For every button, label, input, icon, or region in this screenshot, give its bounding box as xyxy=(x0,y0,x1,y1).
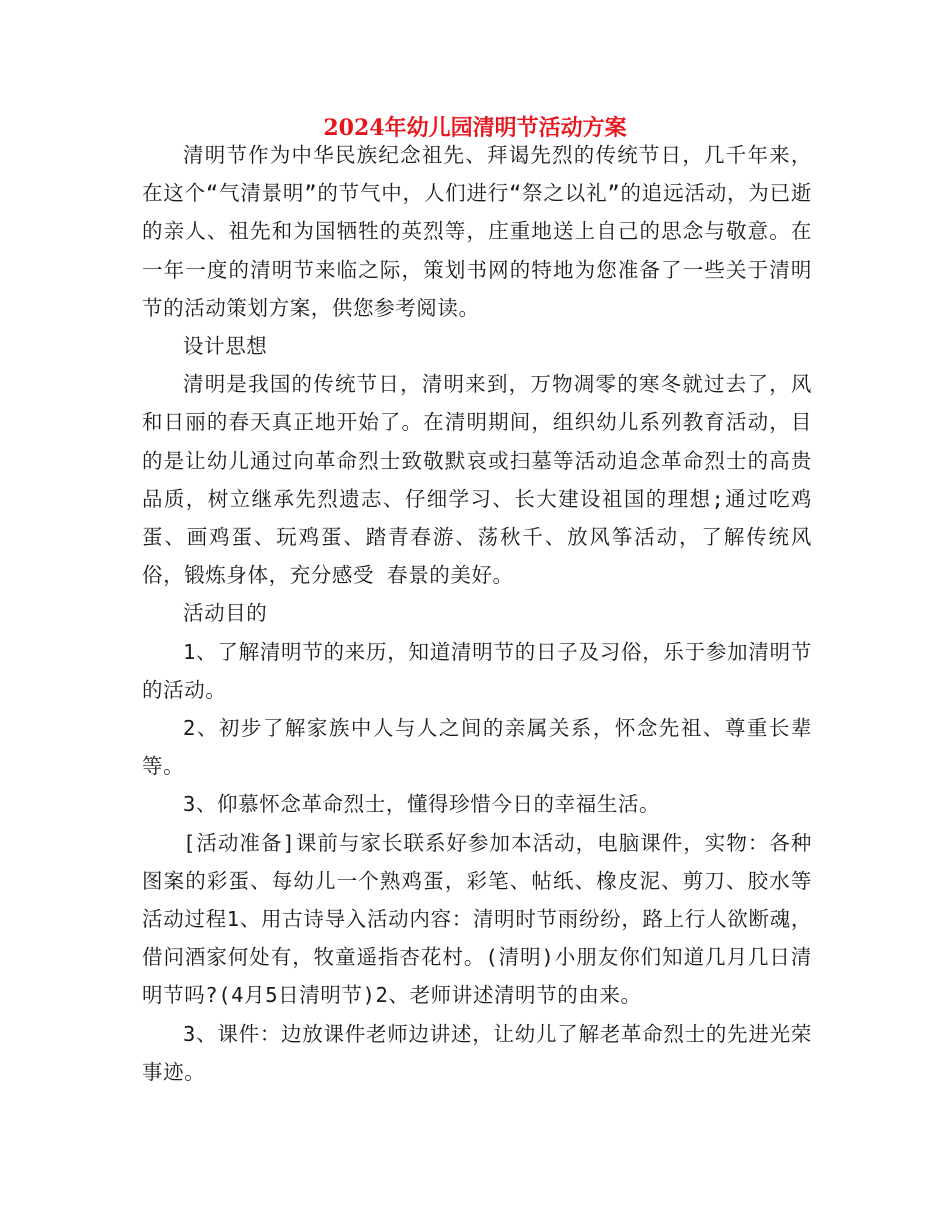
document-title: 2024年幼儿园清明节活动方案 xyxy=(323,115,627,141)
document-body xyxy=(142,136,812,1091)
design-idea-paragraph: 清明是我国的传统节日，清明来到，万物凋零的寒冬就过去了，风和日丽的春天真正地开始了。在清明期间，组织幼儿系列教育活动，目的是让幼儿通过向革命烈士致敬默哀或扫墓等活动追念革命烈士的高贵品质，树立继承先烈遗志、仔细学习、长大建设祖国的理想;通过吃鸡蛋、画鸡蛋、玩鸡蛋、踏青春游、荡秋千、放风筝活动，了解传统风俗，锻炼身体，充分感受 春景的美好。 xyxy=(142,372,812,588)
courseware-paragraph: 3、课件：边放课件老师边讲述，让幼儿了解老革命烈士的先进光荣事迹。 xyxy=(142,1021,812,1084)
activity-preparation-paragraph: [活动准备]课前与家长联系好参加本活动，电脑课件，实物：各种图案的彩蛋、每幼儿一个熟鸡蛋，彩笔、帖纸、橡皮泥、剪刀、胶水等活动过程1、用古诗导入活动内容：清明时节雨纷纷，路上行人欲断魂，借问酒家何处有，牧童遥指杏花村。(清明)小朋友你们知道几月几日清明节吗?(4月5日清明节)2、老师讲述清明节的由来。 xyxy=(142,830,812,1008)
section-heading-design-idea: 设计思想 xyxy=(183,334,268,359)
goal-item-1: 1、了解清明节的来历，知道清明节的日子及习俗，乐于参加清明节的活动。 xyxy=(142,639,812,702)
intro-paragraph: 清明节作为中华民族纪念祖先、拜谒先烈的传统节日，几千年来，在这个“气清景明”的节气中，人们进行“祭之以礼”的追远活动，为已逝的亲人、祖先和为国牺牲的英烈等，庄重地送上自己的思念与敬意。在一年一度的清明节来临之际，策划书网的特地为您准备了一些关于清明节的活动策划方案，供您参考阅读。 xyxy=(142,143,812,320)
goal-item-2: 2、初步了解家族中人与人之间的亲属关系，怀念先祖、尊重长辈等。 xyxy=(142,716,812,779)
goal-item-3: 3、仰慕怀念革命烈士，懂得珍惜今日的幸福生活。 xyxy=(183,792,661,817)
section-heading-activity-goals: 活动目的 xyxy=(183,601,268,626)
